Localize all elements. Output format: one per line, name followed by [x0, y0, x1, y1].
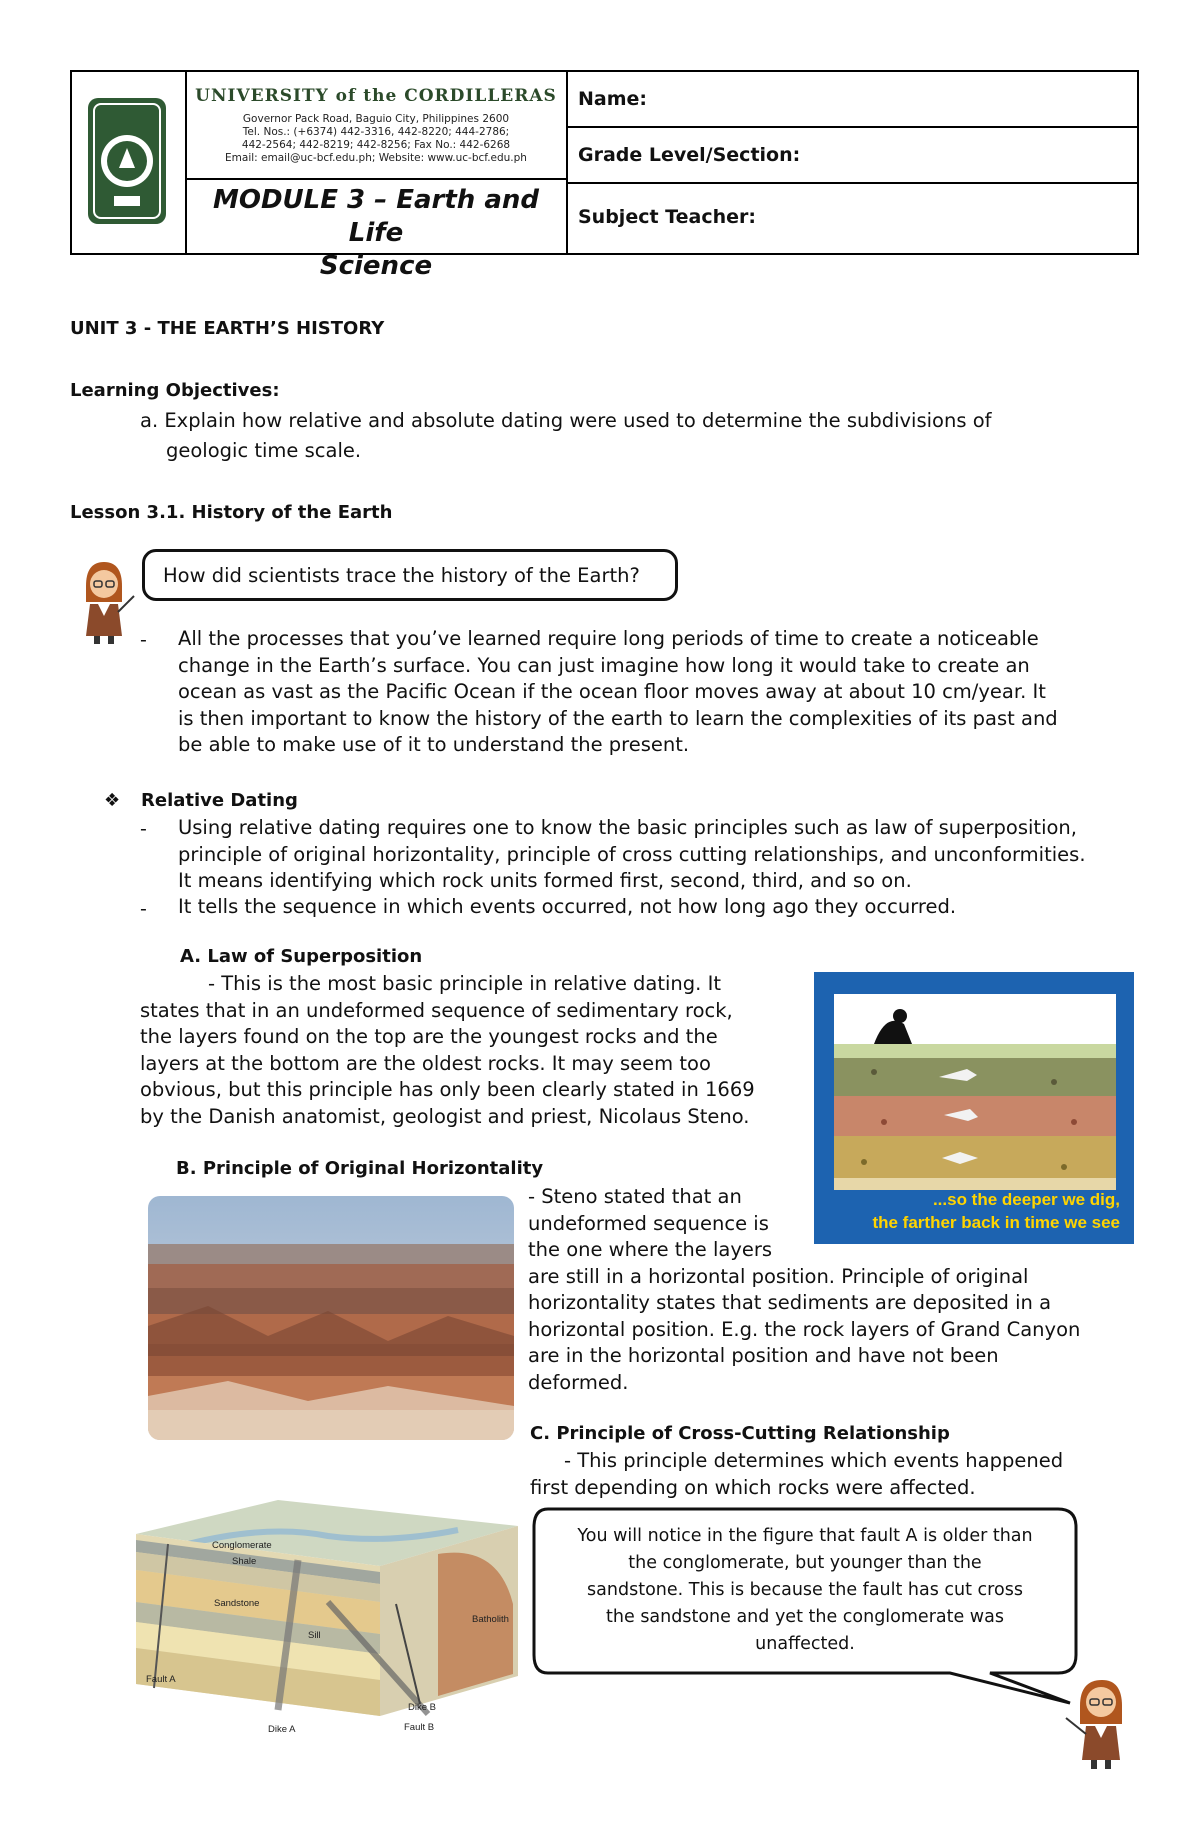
- label-conglomerate: Conglomerate: [212, 1540, 272, 1551]
- bubble-line: the conglomerate, but younger than the: [628, 1553, 982, 1573]
- question-bubble: [142, 549, 678, 601]
- grade-section-field-label: Grade Level/Section:: [578, 144, 801, 166]
- phone-line-2: 442-2564; 442-8219; 442-8256; Fax No.: 442-6268: [241, 139, 511, 151]
- phone-line: Tel. Nos.: (+6374) 442-3316, 442-8220; 444-2786;: [242, 126, 510, 138]
- unit-title: UNIT 3 - THE EARTH’S HISTORY: [70, 318, 385, 339]
- objective-item-cont: geologic time scale.: [166, 439, 362, 462]
- cross-cutting-line2: first depending on which rocks were affected.: [530, 1476, 976, 1499]
- label-dike-b: Dike B: [408, 1702, 436, 1713]
- relative-dating-paragraph-2: It tells the sequence in which events occurred, not how long ago they occurred.: [178, 895, 957, 918]
- label-dike-a: Dike A: [268, 1724, 296, 1735]
- cross-cutting-block-diagram: [128, 1484, 528, 1739]
- cross-cutting-line1: - This principle determines which events happened: [564, 1449, 1064, 1472]
- poster-caption-line2: the farther back in time we see: [872, 1213, 1120, 1232]
- bubble-line: You will notice in the figure that fault A is older than: [577, 1526, 1033, 1546]
- address-line: Governor Pack Road, Baguio City, Philippines 2600: [242, 113, 510, 125]
- objectives-heading: Learning Objectives:: [70, 380, 280, 401]
- module-title-line2: Science: [319, 251, 433, 281]
- relative-dating-paragraph: Using relative dating requires one to know the basic principles such as law of superposition, principle of original horizontality, principle of cross cutting relationships, and unconformities. It means identifying which rock units formed first, second, third, and so on.: [178, 816, 1086, 892]
- grand-canyon-photo: [148, 1196, 514, 1440]
- label-sill: Sill: [308, 1630, 321, 1641]
- horizontality-heading: B. Principle of Original Horizontality: [176, 1158, 544, 1179]
- university-seal-icon: [86, 96, 168, 226]
- teacher-avatar-icon: [72, 556, 136, 646]
- diamond-bullet-icon: ❖: [104, 790, 121, 811]
- label-fault-a: Fault A: [146, 1674, 176, 1685]
- dash-bullet: -: [140, 629, 147, 651]
- relative-dating-heading: Relative Dating: [141, 790, 298, 811]
- university-name: UNIVERSITY of the CORDILLERAS: [195, 86, 557, 106]
- name-field-label: Name:: [578, 88, 648, 110]
- superposition-paragraph: - This is the most basic principle in relative dating. It states that in an undeformed sequence of sedimentary rock, the layers found on the top are the youngest rocks and the layers at the bottom are the oldest rocks. It may seem too obvious, but this principle has only been clearly stated in 1669 by the Danish anatomist, geologist and priest, Nicolaus Steno.: [140, 972, 755, 1128]
- dash-bullet: -: [140, 898, 147, 920]
- horizontality-paragraph: - Steno stated that an undeformed sequence is the one where the layers are still in a horizontal position. Principle of original horizontality states that sediments are deposited in a horizontal position. E.g. the rock layers of Grand Canyon are in the horizontal position and have not been deformed.: [528, 1185, 1081, 1394]
- cross-cutting-heading: C. Principle of Cross-Cutting Relationship: [530, 1423, 950, 1444]
- subject-teacher-field-label: Subject Teacher:: [578, 206, 756, 228]
- module-title: MODULE 3 – Earth and Life: [212, 185, 540, 248]
- explanation-speech-bubble: [530, 1505, 1080, 1711]
- poster-caption-line1: ...so the deeper we dig,: [932, 1190, 1120, 1209]
- intro-paragraph: All the processes that you’ve learned require long periods of time to create a noticeable change in the Earth’s surface. You can just imagine how long it would take to create an ocean as vast as the Pacific Ocean if the ocean floor moves away at about 10 cm/year. It is then important to know the history of the earth to learn the complexities of its past and be able to make use of it to understand the present.: [178, 627, 1058, 756]
- bubble-line: the sandstone and yet the conglomerate was: [606, 1607, 1004, 1627]
- superposition-heading: A. Law of Superposition: [180, 946, 423, 967]
- objective-item: a. Explain how relative and absolute dating were used to determine the subdivisions of: [140, 409, 992, 432]
- label-sandstone: Sandstone: [214, 1598, 260, 1609]
- email-website-line: Email: email@uc-bcf.edu.ph; Website: www.uc-bcf.edu.ph: [225, 152, 527, 164]
- lesson-title: Lesson 3.1. History of the Earth: [70, 502, 393, 523]
- module-header-table: [70, 70, 1139, 281]
- bubble-line: unaffected.: [755, 1634, 855, 1654]
- teacher-avatar-icon: [1064, 1672, 1136, 1772]
- label-shale: Shale: [232, 1556, 257, 1567]
- dash-bullet: -: [140, 818, 147, 840]
- label-fault-b: Fault B: [404, 1722, 435, 1733]
- question-text: How did scientists trace the history of the Earth?: [163, 564, 640, 587]
- label-batholith: Batholith: [472, 1614, 509, 1625]
- bubble-line: sandstone. This is because the fault has cut cross: [587, 1580, 1023, 1600]
